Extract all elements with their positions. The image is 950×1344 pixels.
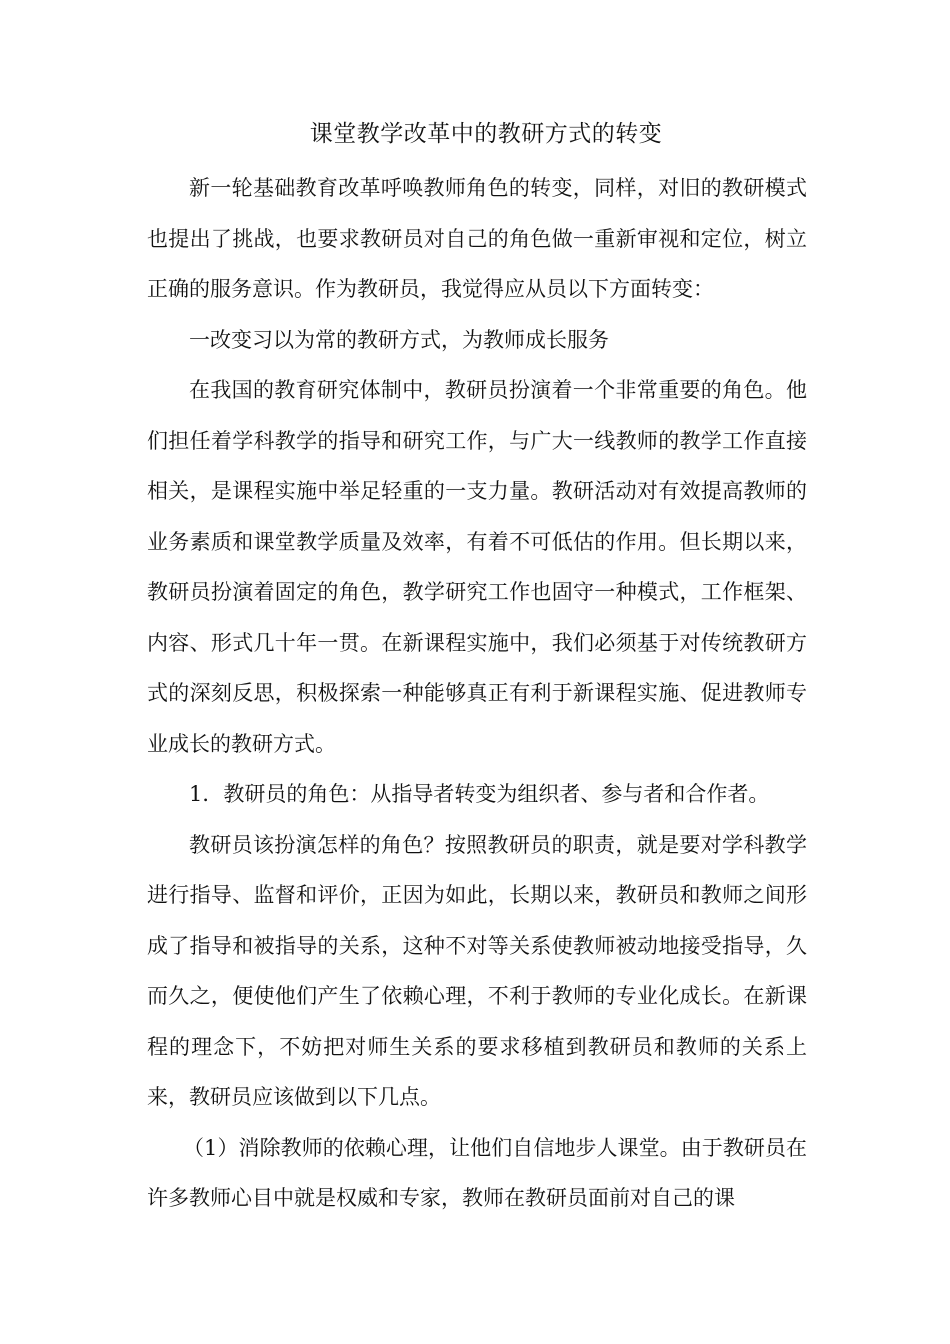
intro-paragraph: 新一轮基础教育改革呼唤教师角色的转变，同样，对旧的教研模式也提出了挑战，也要求教研员对自己的角色做一重新审视和定位，树立正确的服务意识。作为教研员，我觉得应从员以下方面转变：: [147, 176, 807, 301]
body-paragraph-role: 教研员该扮演怎样的角色？按照教研员的职责，就是要对学科教学进行指导、监督和评价，正因为如此，长期以来，教研员和教师之间形成了指导和被指导的关系，这种不对等关系使教师被动地接受指导，久而久之，便使他们产生了依赖心理，不利于教师的专业化成长。在新课程的理念下，不妨把对师生关系的要求移植到教研员和教师的关系上来，教研员应该做到以下几点。: [147, 832, 807, 1109]
document-body: [147, 112, 807, 1224]
point-1-paragraph: （1）消除教师的依赖心理，让他们自信地步人课堂。由于教研员在许多教师心目中就是权威和专家，教师在教研员面前对自己的课: [147, 1135, 807, 1210]
body-paragraph-research-system: 在我国的教育研究体制中，教研员扮演着一个非常重要的角色。他们担任着学科教学的指导和研究工作，与广大一线教师的教学工作直接相关，是课程实施中举足轻重的一支力量。教研活动对有效提高教师的业务素质和课堂教学质量及效率，有着不可低估的作用。但长期以来，教研员扮演着固定的角色，教学研究工作也固守一种模式，工作框架、内容、形式几十年一贯。在新课程实施中，我们必须基于对传统教研方式的深刻反思，积极探索一种能够真正有利于新课程实施、促进教师专业成长的教研方式。: [147, 378, 807, 756]
document-title: 课堂教学改革中的教研方式的转变: [309, 121, 663, 147]
subheading-role-change: 1．教研员的角色：从指导者转变为组织者、参与者和合作者。: [189, 782, 770, 806]
section-heading-1: 一改变习以为常的教研方式，为教师成长服务: [189, 327, 609, 352]
